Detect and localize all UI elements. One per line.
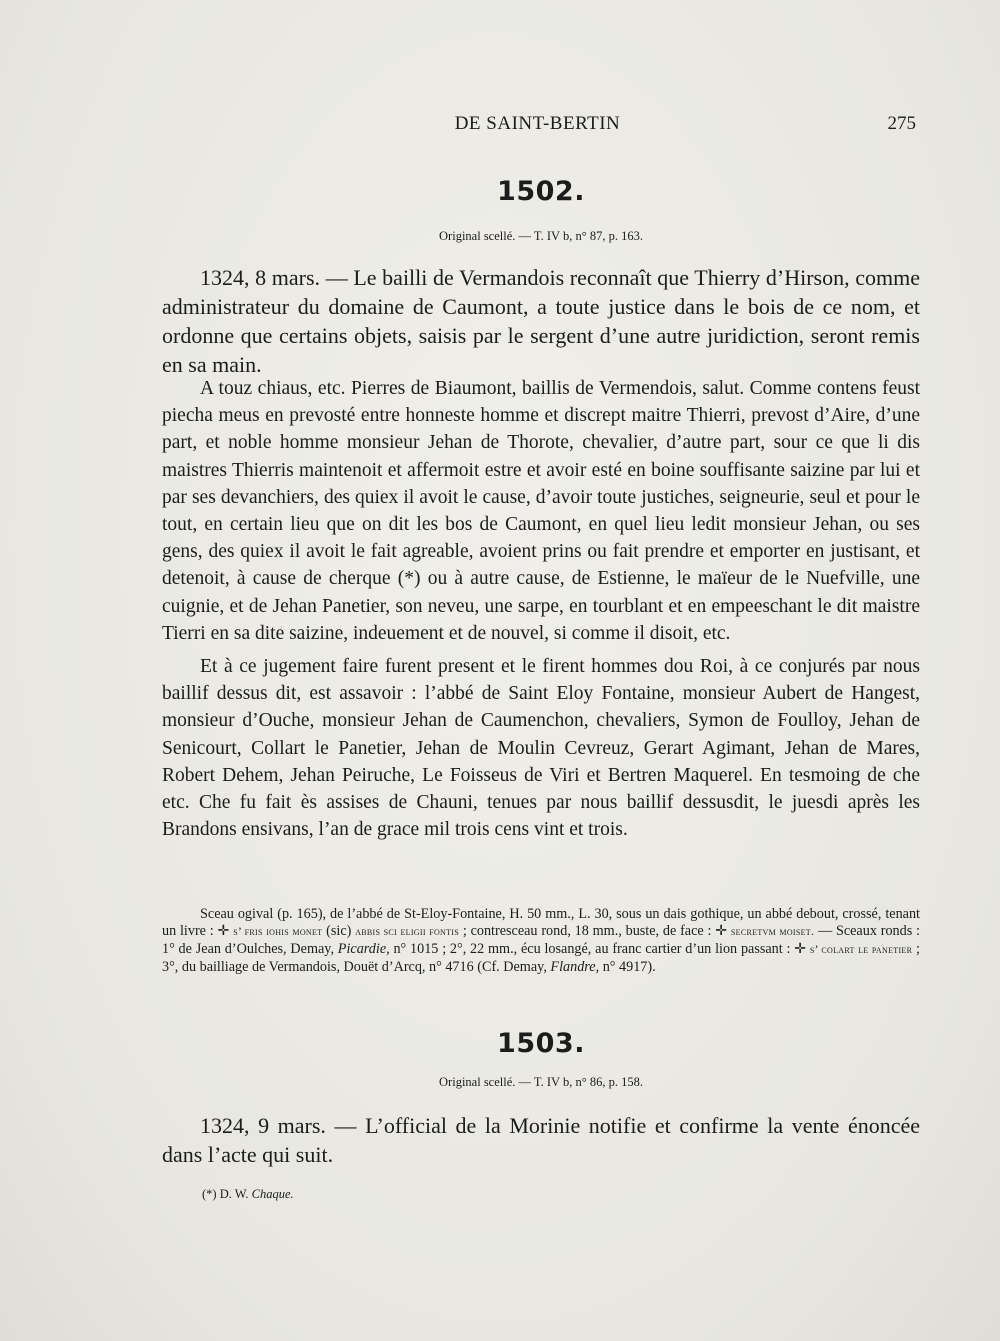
source-note: Original scellé. — T. IV b, n° 86, p. 158. bbox=[439, 1075, 643, 1089]
reference-title: Flandre, bbox=[550, 959, 600, 975]
entry-1502-text bbox=[162, 375, 920, 843]
seal-text: n° 1015 ; 2°, 22 mm., écu losangé, au franc cartier d’un lion passant : bbox=[389, 941, 795, 957]
cross-icon: ✛ bbox=[715, 923, 728, 939]
seal-legend: secretvm moiset. bbox=[730, 926, 815, 938]
page-number: 275 bbox=[887, 113, 916, 134]
seal-text: — Sceaux ronds : 1° de Jean d’Oulches, Demay, bbox=[162, 923, 920, 957]
seal-text: ; contresceau rond, 18 mm., buste, de face : bbox=[459, 923, 716, 939]
entry-1503-source-block bbox=[162, 1075, 920, 1090]
charter-paragraph: Et à ce jugement faire furent present et le firent hommes dou Roi, à ce conjurés par nous baillif dessus dit, est assavoir : l’abbé de Saint Eloy Fontaine, monsieur Aubert de Hangest, monsieur d’Ouche, monsieur Jehan de Caumenchon, chevaliers, Symon de Foulloy, Jehan de Senicourt, Collart le Panetier, Jehan de Moulin Cevreuz, Gerart Agimant, Jehan de Mares, Robert Dehem, Jehan Peiruche, Le Foisseus de Viri et Bertren Maquerel. En tesmoing de che etc. Che fu fait ès assises de Chauni, tenues par nous baillif dessusdit, le juesdi après les Brandons ensivans, l’an de grace mil trois cens vint et trois. bbox=[162, 656, 920, 841]
seal-text: (sic) bbox=[322, 923, 356, 939]
entry-1502 bbox=[162, 176, 920, 207]
running-head bbox=[0, 113, 1000, 143]
footnote-mark: (*) D. W. bbox=[202, 1187, 249, 1201]
entry-1503-summary-block bbox=[162, 1111, 920, 1169]
footnote-block bbox=[162, 1187, 920, 1202]
seal-legend: s’ colart le panetier bbox=[809, 944, 913, 956]
cross-icon: ✛ bbox=[217, 923, 230, 939]
footnote bbox=[162, 1187, 920, 1202]
seal-legend: abbis sci eligii fontis bbox=[355, 926, 460, 938]
source-note: Original scellé. — T. IV b, n° 87, p. 163. bbox=[439, 229, 643, 243]
entry-summary: 1324, 9 mars. — L’official de la Morinie notifie et confirme la vente énoncée dans l’acte qui suit. bbox=[162, 1113, 920, 1167]
entry-1502-source-block bbox=[162, 229, 920, 244]
entry-1503 bbox=[162, 1028, 920, 1059]
entry-number: 1503. bbox=[497, 1028, 585, 1059]
reference-title: Picardie, bbox=[337, 941, 390, 957]
charter-paragraph: A touz chiaus, etc. Pierres de Biaumont, baillis de Vermendois, salut. Comme contens feust piecha meus en prevosté entre honneste homme et discrept maitre Thierri, prevost d’Aire, d’une part, et noble homme monsieur Jehan de Thorote, chevalier, d’autre part, sour ce que li dis maistres Thierris maintenoit et affermoit estre et avoir esté en boine souffisante saizine par lui et par ses devanchiers, des quiex il avoit le cause, d’avoir toute justiches, seigneurie, seul et pour le tout, en certain lieu que on dit les bos de Caumont, en quel lieu ledit monsieur Jehan, ou ses gens, des quiex il avoit le fait agreable, avoient prins ou fait prendre et emporter en justisant, et detenoit, à cause de cherque (*) ou à autre cause, de Estienne, le maïeur de le Nuefville, une cuignie, et de Jehan Panetier, son neveu, une sarpe, en tourblant et en empeeschant le dit maistre Tierri en sa dite saizine, indeuement et de nouvel, si comme il disoit, etc. bbox=[162, 378, 920, 644]
seal-description bbox=[162, 906, 920, 976]
seal-legend: s’ fris iohis monet bbox=[233, 926, 323, 938]
seal-description-block bbox=[162, 906, 920, 976]
seal-text: ; 3°, du bailliage de Vermandois, Douët d’Arcq, n° 4716 (Cf. Demay, bbox=[162, 941, 920, 975]
seal-text: Sceau ogival (p. 165), de l’abbé de St-Eloy-Fontaine, H. 50 mm., L. 30, sous un dais gothique, un abbé debout, crossé, tenant un livre : bbox=[162, 906, 920, 939]
running-title: DE SAINT-BERTIN bbox=[454, 113, 621, 134]
cross-icon: ✛ bbox=[794, 941, 807, 957]
entry-summary: 1324, 8 mars. — Le bailli de Vermandois reconnaît que Thierry d’Hirson, comme administrateur du domaine de Caumont, a toute justice dans le bois de ce nom, et ordonne que certains objets, saisis par le sergent d’une autre juridiction, seront remis en sa main. bbox=[162, 265, 920, 377]
entry-number: 1502. bbox=[497, 176, 585, 207]
footnote-word: Chaque. bbox=[251, 1187, 294, 1201]
entry-1502-summary-block bbox=[162, 263, 920, 379]
seal-text: n° 4917). bbox=[599, 959, 656, 975]
